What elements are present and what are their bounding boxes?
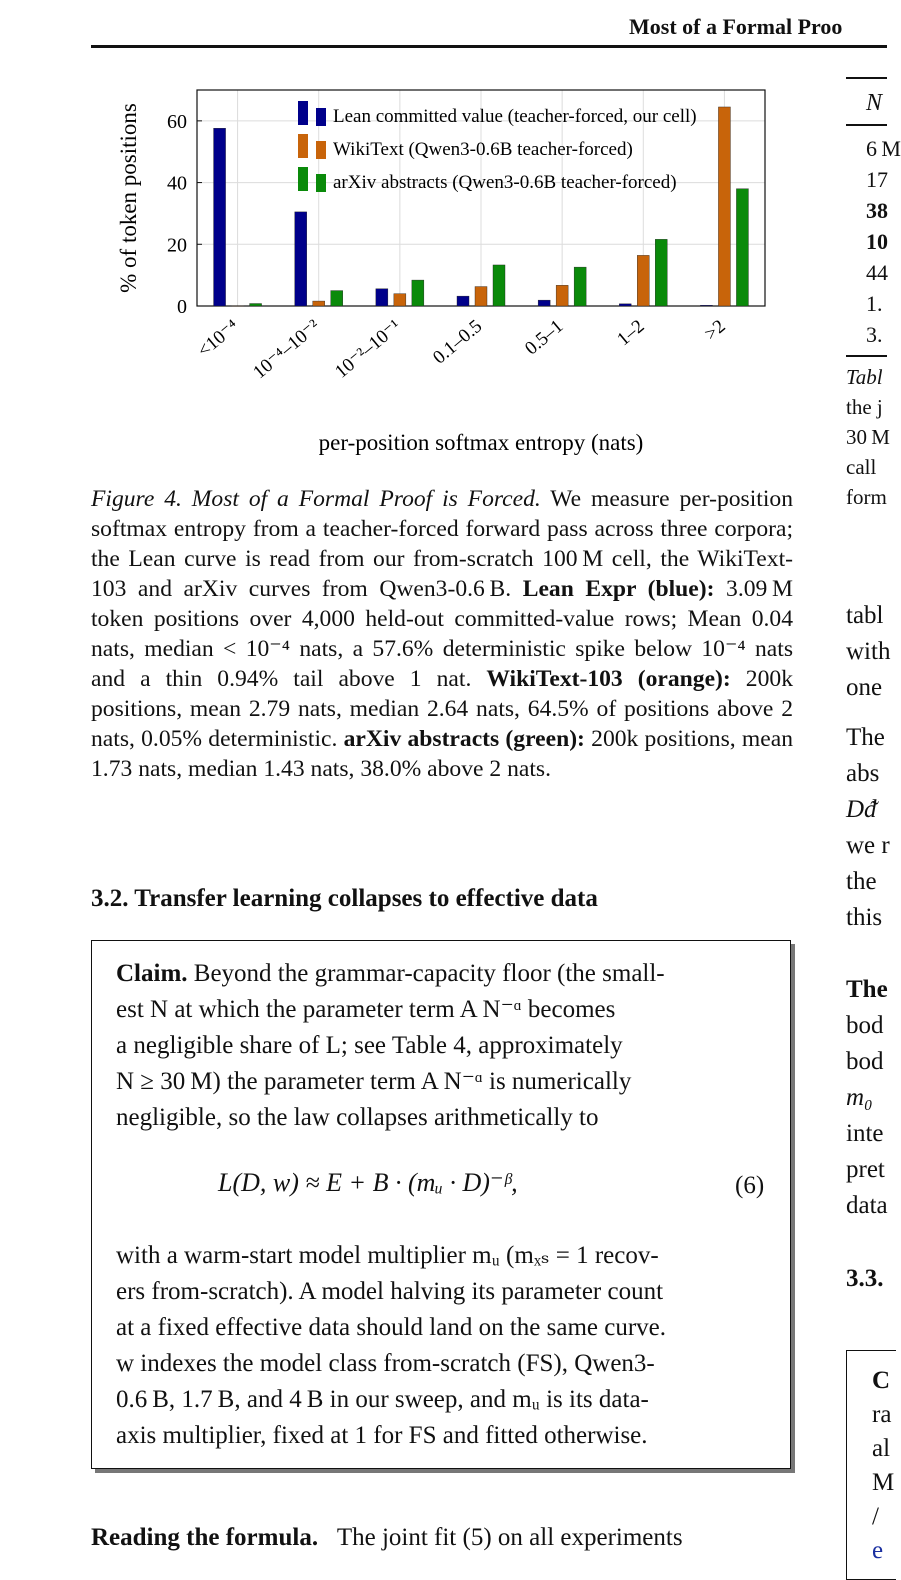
figure-title: Most of a Formal Proof is Forced. (191, 486, 541, 512)
legend-swatch (298, 167, 308, 191)
text-line: data (846, 1192, 888, 1219)
bar-lean (700, 305, 712, 306)
caption-line: call (846, 455, 877, 479)
claim-line: 0.6 B, 1.7 B, and 4 B in our sweep, and mᵤ is its data- (116, 1386, 649, 1413)
bar-arxiv (493, 265, 505, 306)
y-tick-label: 40 (167, 172, 187, 195)
bar-wikitext (232, 306, 244, 307)
caption-line: Tabl (846, 365, 883, 389)
bar-arxiv (331, 291, 343, 306)
wikitext-label: WikiText-103 (orange): (486, 666, 731, 692)
y-tick-label: 60 (167, 110, 187, 133)
entropy-bar-chart (0, 60, 800, 470)
text-line: C (872, 1367, 891, 1394)
claim-line: ers from-scratch). A model halving its parameter count (116, 1278, 664, 1305)
table-cell: 44 (866, 260, 888, 285)
claim-line: negligible, so the law collapses arithmetically to (116, 1104, 599, 1131)
legend-swatch (316, 141, 326, 159)
text-line: The (846, 724, 885, 751)
header-rule (91, 45, 887, 48)
chart-legend (298, 101, 697, 193)
x-tick-label: >2 (700, 315, 730, 345)
legend-swatch (316, 174, 326, 192)
bar-arxiv (736, 189, 748, 306)
table-cell: 6 M (866, 136, 901, 161)
text-line: m₀ (846, 1084, 873, 1111)
table-header-n: N (866, 90, 883, 116)
bar-lean (376, 289, 388, 306)
table-caption (846, 362, 890, 512)
equation-6: L(D, w) ≈ E + B · (mᵤ · D)⁻ᵝ, (218, 1168, 518, 1197)
text-line: this (846, 904, 883, 931)
y-tick-label: 0 (177, 296, 187, 318)
bar-arxiv (574, 267, 586, 306)
table-cell: 38 (866, 198, 888, 223)
claim-line: w indexes the model class from-scratch (FS), Qwen3- (116, 1350, 655, 1377)
right-paragraph-3 (846, 972, 888, 1224)
claim-line: with a warm-start model multiplier mᵤ (mₓₛ = 1 recov- (116, 1242, 659, 1269)
bar-wikitext (394, 294, 406, 306)
lean-description: 3.09 M token positions over 4,000 held-out committed-value rows; Mean 0.04 nats, median < 10⁻⁴ nats, a 57.6% deterministic spike below 10⁻⁴ nats and a thin 0.94% tail above 1 nat. (91, 576, 794, 692)
bar-wikitext (556, 285, 568, 306)
table-bottom-rule (846, 355, 887, 357)
caption-text: We measure per-position softmax entropy from a teacher-forced forward pass across three corpora; the Lean curve is read from our from-scratch 100 M cell, the WikiText-103 and arXiv curves from Qwen3-0.6 B. (91, 486, 793, 602)
bar-wikitext (637, 255, 649, 306)
legend-swatch (298, 134, 308, 158)
text-line: al (872, 1435, 891, 1462)
figure-label: Figure 4. (91, 486, 182, 512)
table-cell: 3. (866, 322, 883, 347)
x-tick-label: <10⁻⁴ (193, 315, 243, 362)
claim-label: Claim. (116, 960, 188, 987)
figure-caption (91, 484, 793, 784)
bar-lean (214, 128, 226, 306)
section-heading: 3.2. Transfer learning collapses to effective data (91, 885, 598, 912)
reading-text: The joint fit (5) on all experiments (336, 1524, 683, 1551)
table-mid-rule (846, 124, 887, 126)
text-line: one (846, 674, 883, 701)
table-cell: 17 (866, 167, 888, 192)
bar-arxiv (250, 304, 262, 306)
x-axis-label: per-position softmax entropy (nats) (318, 430, 644, 455)
text-line: ra (872, 1401, 892, 1428)
right-paragraph-1 (846, 598, 890, 706)
claim-line: a negligible share of L; see Table 4, approximately (116, 1032, 623, 1059)
bar-wikitext (313, 301, 325, 306)
text-line: M (872, 1469, 895, 1496)
legend-swatch (316, 108, 326, 126)
text-line: inte (846, 1120, 884, 1147)
right-claim-text (872, 1364, 894, 1568)
wikitext-description: 200k positions, mean 2.79 nats, median 2.64 nats, 64.5% of positions above 2 nats, 0.05% deterministic. (91, 666, 793, 752)
bar-lean (295, 212, 307, 306)
table-cell: 1. (866, 291, 883, 316)
bar-arxiv (655, 239, 667, 306)
bar-wikitext (475, 287, 487, 306)
y-axis-label: % of token positions (116, 103, 141, 293)
x-tick-label: 1–2 (613, 315, 649, 351)
claim-paragraph-a (116, 956, 768, 1136)
right-paragraph-2 (846, 720, 890, 936)
text-line: the (846, 868, 877, 895)
equation-number: (6) (735, 1172, 765, 1199)
text-line: with (846, 638, 891, 665)
legend-label: WikiText (Qwen3-0.6B teacher-forced) (333, 139, 633, 160)
caption-line: form (846, 485, 887, 509)
reading-label: Reading the formula. (91, 1524, 319, 1551)
x-tick-label: 0.1–0.5 (429, 315, 487, 369)
claim-paragraph-b (116, 1238, 768, 1454)
arxiv-label: arXiv abstracts (green): (343, 726, 585, 752)
text-line: tabl (846, 602, 884, 629)
legend-swatch (298, 101, 308, 125)
claim-line: est N at which the parameter term A N⁻ᵅ becomes (116, 996, 616, 1023)
caption-line: 30 M (846, 425, 890, 449)
y-tick-label: 20 (167, 234, 187, 257)
bar-lean (538, 300, 550, 306)
table-cell: 10 (866, 229, 888, 254)
reading-paragraph (91, 1520, 793, 1556)
running-title: Most of a Formal Proo (629, 14, 843, 39)
bar-wikitext (718, 107, 730, 306)
legend-label: Lean committed value (teacher-forced, our cell) (333, 106, 697, 127)
text-line: we r (846, 832, 890, 859)
arxiv-description: 200k positions, mean 1.73 nats, median 1.43 nats, 38.0% above 2 nats. (91, 726, 793, 782)
bar-lean (457, 296, 469, 306)
table-top-rule (846, 77, 887, 79)
bar-arxiv (412, 280, 424, 306)
claim-line: at a fixed effective data should land on the same curve. (116, 1314, 667, 1341)
lean-label: Lean Expr (blue): (522, 576, 715, 602)
x-tick-labels (194, 316, 730, 384)
x-tick-label: 10⁻²–10⁻¹ (331, 315, 406, 383)
text-line: e (872, 1537, 884, 1564)
claim-line: axis multiplier, fixed at 1 for FS and fitted otherwise. (116, 1422, 648, 1449)
text-line: pret (846, 1156, 885, 1183)
text-line: bod (846, 1048, 884, 1075)
text-line: The (846, 976, 888, 1003)
legend-label: arXiv abstracts (Qwen3-0.6B teacher-forced) (333, 172, 677, 193)
x-tick-label: 10⁻⁴–10⁻² (249, 315, 324, 384)
text-line: abs (846, 760, 880, 787)
text-line: bod (846, 1012, 884, 1039)
caption-line: the j (846, 395, 883, 419)
text-line: / (872, 1503, 879, 1530)
claim-line: N ≥ 30 M) the parameter term A N⁻ᵅ is numerically (116, 1068, 632, 1095)
claim-line: Claim. Beyond the grammar-capacity floor (the small- (116, 960, 665, 987)
right-section-heading: 3.3. (846, 1265, 884, 1292)
x-tick-label: 0.5–1 (521, 315, 568, 360)
text-line: Dᵭ (846, 796, 877, 823)
table-rows (866, 133, 901, 350)
bar-lean (619, 304, 631, 306)
